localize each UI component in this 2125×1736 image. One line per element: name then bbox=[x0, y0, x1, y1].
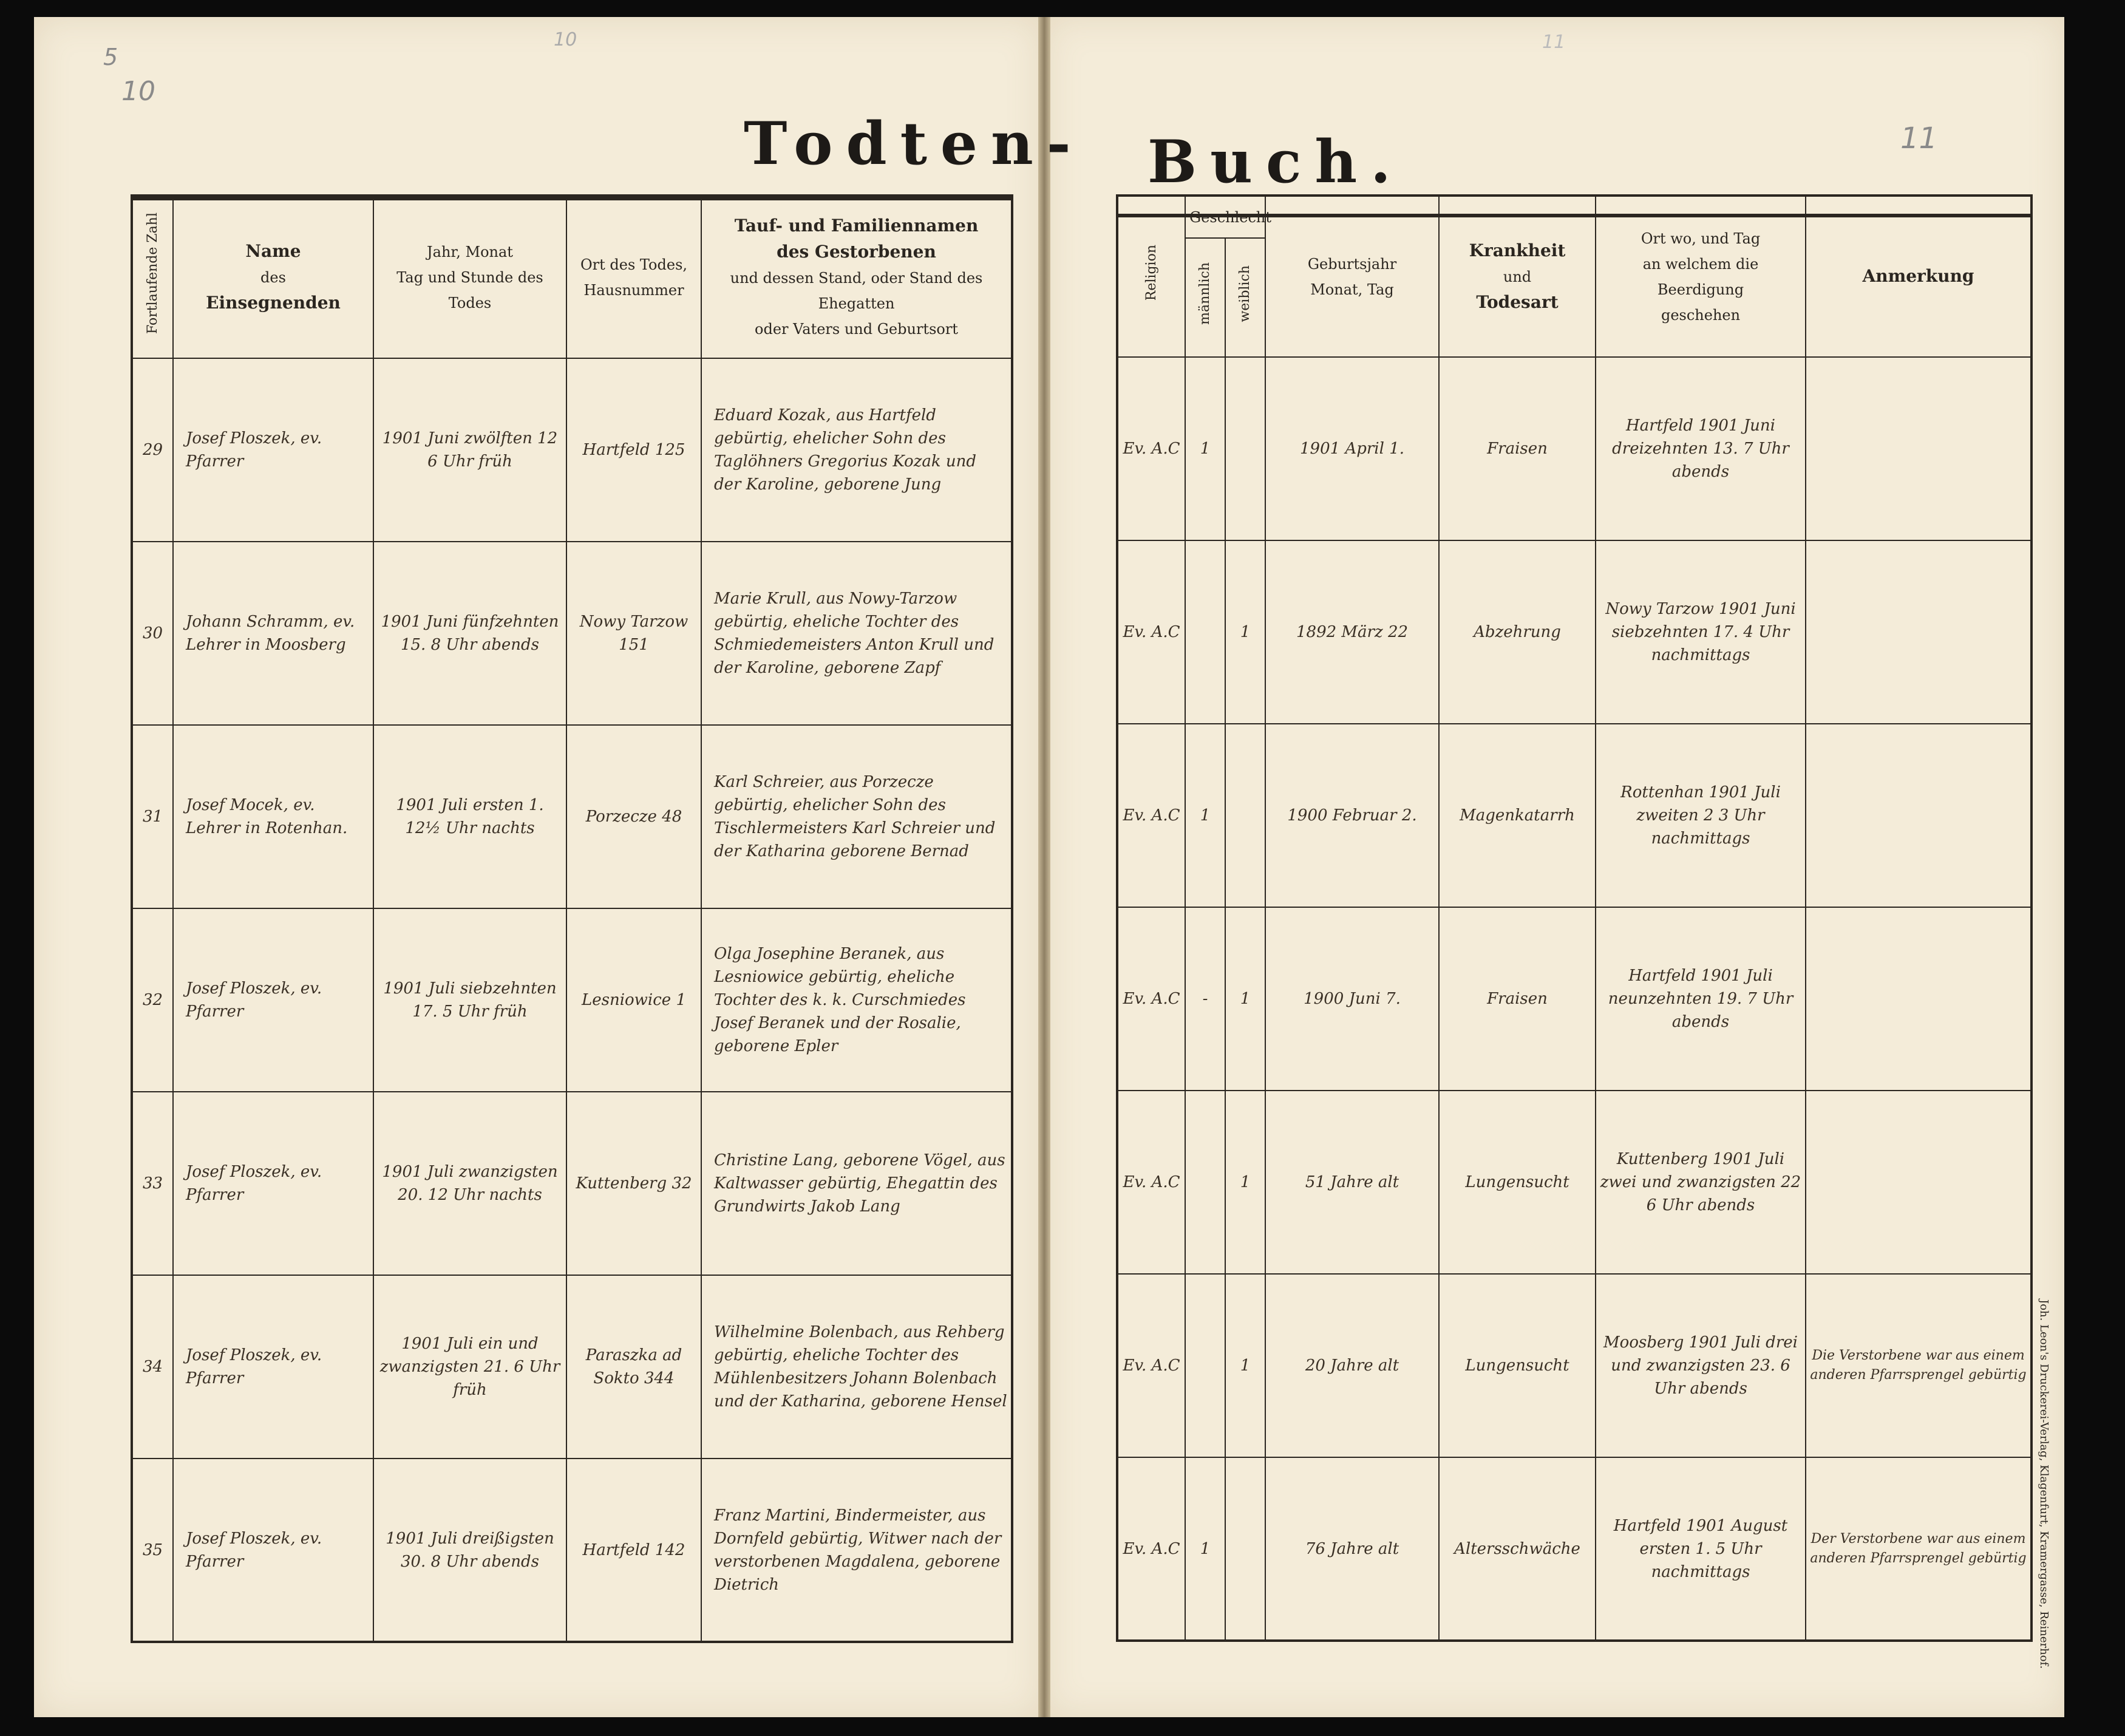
table-row bbox=[1117, 1457, 2031, 1641]
entry-birth: 20 Jahre alt bbox=[1265, 1274, 1439, 1457]
entry-religion: Ev. A.C bbox=[1117, 540, 1185, 724]
entry-priest: Josef Ploszek, ev. Pfarrer bbox=[173, 358, 373, 542]
entry-birth: 51 Jahre alt bbox=[1265, 1091, 1439, 1274]
entry-number: 34 bbox=[132, 1275, 173, 1459]
entry-male bbox=[1185, 540, 1225, 724]
entry-religion: Ev. A.C bbox=[1117, 1091, 1185, 1274]
entry-female: 1 bbox=[1225, 1274, 1265, 1457]
table-row bbox=[132, 1275, 1012, 1459]
entry-priest: Josef Ploszek, ev. Pfarrer bbox=[173, 1275, 373, 1459]
entry-place: Paraszka ad Sokto 344 bbox=[566, 1275, 701, 1459]
entry-date: 1901 Juni fünfzehnten 15. 8 Uhr abends bbox=[373, 542, 566, 725]
entry-illness: Magenkatarrh bbox=[1439, 724, 1596, 907]
table-row bbox=[132, 725, 1012, 908]
entry-female bbox=[1225, 724, 1265, 907]
entry-female: 1 bbox=[1225, 1091, 1265, 1274]
entry-place: Porzecze 48 bbox=[566, 725, 701, 908]
entry-number: 31 bbox=[132, 725, 173, 908]
col-header-male: männlich bbox=[1185, 238, 1225, 357]
col-header-deceased: Tauf- und Familiennamen des Gestorbenen und dessen Stand, oder Stand des Ehegatten oder Vaters und Geburtsort bbox=[701, 196, 1012, 358]
entry-burial: Hartfeld 1901 August ersten 1. 5 Uhr nachmittags bbox=[1596, 1457, 1806, 1641]
entry-priest: Josef Ploszek, ev. Pfarrer bbox=[173, 1092, 373, 1275]
entry-illness: Fraisen bbox=[1439, 357, 1596, 540]
entry-priest: Josef Ploszek, ev. Pfarrer bbox=[173, 908, 373, 1092]
entry-date: 1901 Juli ersten 1. 12½ Uhr nachts bbox=[373, 725, 566, 908]
col-header-number: Fortlaufende Zahl bbox=[132, 196, 173, 358]
entry-male bbox=[1185, 1274, 1225, 1457]
entry-number: 29 bbox=[132, 358, 173, 542]
entry-date: 1901 Juli ein und zwanzigsten 21. 6 Uhr früh bbox=[373, 1275, 566, 1459]
table-row bbox=[132, 358, 1012, 542]
header-row-1 bbox=[1117, 196, 2031, 238]
entry-burial: Moosberg 1901 Juli drei und zwanzigsten 23. 6 Uhr abends bbox=[1596, 1274, 1806, 1457]
entry-priest: Johann Schramm, ev. Lehrer in Moosberg bbox=[173, 542, 373, 725]
col-header-priest: Name des Einsegnenden bbox=[173, 196, 373, 358]
table-row bbox=[132, 908, 1012, 1092]
entry-place: Hartfeld 125 bbox=[566, 358, 701, 542]
entry-birth: 1901 April 1. bbox=[1265, 357, 1439, 540]
entry-note: Die Verstorbene war aus einem anderen Pfarrsprengel gebürtig bbox=[1806, 1274, 2031, 1457]
entry-number: 30 bbox=[132, 542, 173, 725]
entry-religion: Ev. A.C bbox=[1117, 724, 1185, 907]
header-row bbox=[132, 196, 1012, 358]
entry-birth: 1900 Juni 7. bbox=[1265, 907, 1439, 1091]
table-row bbox=[132, 1459, 1012, 1642]
table-row bbox=[1117, 540, 2031, 724]
col-header-burial: Ort wo, und Tag an welchem die Beerdigung geschehen bbox=[1596, 196, 1806, 357]
col-header-date: Jahr, Monat Tag und Stunde des Todes bbox=[373, 196, 566, 358]
entry-deceased: Olga Josephine Beranek, aus Lesniowice gebürtig, eheliche Tochter des k. k. Curschmiedes Josef Beranek und der Rosalie, geborene Epler bbox=[701, 908, 1012, 1092]
table-row bbox=[1117, 357, 2031, 540]
entry-number: 35 bbox=[132, 1459, 173, 1642]
col-header-note: Anmerkung bbox=[1806, 196, 2031, 357]
entry-date: 1901 Juli dreißigsten 30. 8 Uhr abends bbox=[373, 1459, 566, 1642]
entry-date: 1901 Juli siebzehnten 17. 5 Uhr früh bbox=[373, 908, 566, 1092]
col-header-birth: Geburtsjahr Monat, Tag bbox=[1265, 196, 1439, 357]
ledger-right bbox=[1116, 194, 2033, 1642]
entry-deceased: Karl Schreier, aus Porzecze gebürtig, ehelicher Sohn des Tischlermeisters Karl Schreier und der Katharina geborene Bernad bbox=[701, 725, 1012, 908]
table-row bbox=[132, 542, 1012, 725]
col-header-religion: Religion bbox=[1117, 196, 1185, 357]
ledger-left bbox=[131, 194, 1013, 1643]
pencil-mark: 11 bbox=[1542, 32, 1566, 53]
col-header-place: Ort des Todes, Hausnummer bbox=[566, 196, 701, 358]
entry-religion: Ev. A.C bbox=[1117, 1457, 1185, 1641]
col-header-illness: Krankheit und Todesart bbox=[1439, 196, 1596, 357]
entry-deceased: Franz Martini, Bindermeister, aus Dornfeld gebürtig, Witwer nach der verstorbenen Magdalena, geborene Dietrich bbox=[701, 1459, 1012, 1642]
pencil-mark: 11 bbox=[1900, 121, 1938, 155]
entry-note: Der Verstorbene war aus einem anderen Pfarrsprengel gebürtig bbox=[1806, 1457, 2031, 1641]
entry-priest: Josef Mocek, ev. Lehrer in Rotenhan. bbox=[173, 725, 373, 908]
entry-deceased: Christine Lang, geborene Vögel, aus Kaltwasser gebürtig, Ehegattin des Grundwirts Jakob Lang bbox=[701, 1092, 1012, 1275]
entry-female: 1 bbox=[1225, 907, 1265, 1091]
title-part-2: Buch. bbox=[1148, 128, 1404, 196]
book-gutter bbox=[1038, 17, 1050, 1717]
entry-note bbox=[1806, 357, 2031, 540]
entry-illness: Abzehrung bbox=[1439, 540, 1596, 724]
col-header-sex: Geschlecht bbox=[1185, 196, 1265, 238]
entry-religion: Ev. A.C bbox=[1117, 357, 1185, 540]
entry-burial: Rottenhan 1901 Juli zweiten 2 3 Uhr nachmittags bbox=[1596, 724, 1806, 907]
entry-priest: Josef Ploszek, ev. Pfarrer bbox=[173, 1459, 373, 1642]
entry-burial: Hartfeld 1901 Juni dreizehnten 13. 7 Uhr abends bbox=[1596, 357, 1806, 540]
entry-illness: Lungensucht bbox=[1439, 1091, 1596, 1274]
entry-place: Lesniowice 1 bbox=[566, 908, 701, 1092]
entry-number: 32 bbox=[132, 908, 173, 1092]
entry-deceased: Marie Krull, aus Nowy-Tarzow gebürtig, eheliche Tochter des Schmiedemeisters Anton Krull und der Karoline, geborene Zapf bbox=[701, 542, 1012, 725]
table-row bbox=[1117, 1274, 2031, 1457]
entry-male bbox=[1185, 1091, 1225, 1274]
entry-place: Kuttenberg 32 bbox=[566, 1092, 701, 1275]
entry-birth: 76 Jahre alt bbox=[1265, 1457, 1439, 1641]
entry-burial: Hartfeld 1901 Juli neunzehnten 19. 7 Uhr abends bbox=[1596, 907, 1806, 1091]
entry-note bbox=[1806, 540, 2031, 724]
entry-illness: Fraisen bbox=[1439, 907, 1596, 1091]
publisher-imprint: Joh. Leon's Druckerei-Verlag, Klagenfurt, Kramergasse, Reinerhof. bbox=[2038, 1299, 2050, 1669]
entry-religion: Ev. A.C bbox=[1117, 907, 1185, 1091]
entry-male: 1 bbox=[1185, 357, 1225, 540]
entry-burial: Nowy Tarzow 1901 Juni siebzehnten 17. 4 Uhr nachmittags bbox=[1596, 540, 1806, 724]
pencil-mark: 10 bbox=[121, 76, 155, 107]
entry-date: 1901 Juli zwanzigsten 20. 12 Uhr nachts bbox=[373, 1092, 566, 1275]
table-row bbox=[1117, 907, 2031, 1091]
entry-deceased: Wilhelmine Bolenbach, aus Rehberg gebürtig, eheliche Tochter des Mühlenbesitzers Johann Bolenbach und der Katharina, geborene Hensel bbox=[701, 1275, 1012, 1459]
entry-note bbox=[1806, 1091, 2031, 1274]
col-header-female: weiblich bbox=[1225, 238, 1265, 357]
entry-illness: Altersschwäche bbox=[1439, 1457, 1596, 1641]
entry-birth: 1900 Februar 2. bbox=[1265, 724, 1439, 907]
entry-female bbox=[1225, 1457, 1265, 1641]
table-row bbox=[1117, 724, 2031, 907]
entry-deceased: Eduard Kozak, aus Hartfeld gebürtig, ehelicher Sohn des Taglöhners Gregorius Kozak und der Karoline, geborene Jung bbox=[701, 358, 1012, 542]
table-row bbox=[132, 1092, 1012, 1275]
entry-note bbox=[1806, 724, 2031, 907]
entry-note bbox=[1806, 907, 2031, 1091]
title-part-1: Todten- bbox=[744, 109, 1084, 178]
pencil-mark: 5 bbox=[103, 44, 118, 70]
entry-female: 1 bbox=[1225, 540, 1265, 724]
entry-male: 1 bbox=[1185, 724, 1225, 907]
pencil-mark: 10 bbox=[554, 29, 577, 50]
entry-illness: Lungensucht bbox=[1439, 1274, 1596, 1457]
entry-birth: 1892 März 22 bbox=[1265, 540, 1439, 724]
entry-date: 1901 Juni zwölften 12 6 Uhr früh bbox=[373, 358, 566, 542]
entry-number: 33 bbox=[132, 1092, 173, 1275]
entry-female bbox=[1225, 357, 1265, 540]
entry-place: Hartfeld 142 bbox=[566, 1459, 701, 1642]
entry-male: 1 bbox=[1185, 1457, 1225, 1641]
entry-burial: Kuttenberg 1901 Juli zwei und zwanzigsten 22 6 Uhr abends bbox=[1596, 1091, 1806, 1274]
entry-male: - bbox=[1185, 907, 1225, 1091]
table-row bbox=[1117, 1091, 2031, 1274]
entry-place: Nowy Tarzow 151 bbox=[566, 542, 701, 725]
entry-religion: Ev. A.C bbox=[1117, 1274, 1185, 1457]
